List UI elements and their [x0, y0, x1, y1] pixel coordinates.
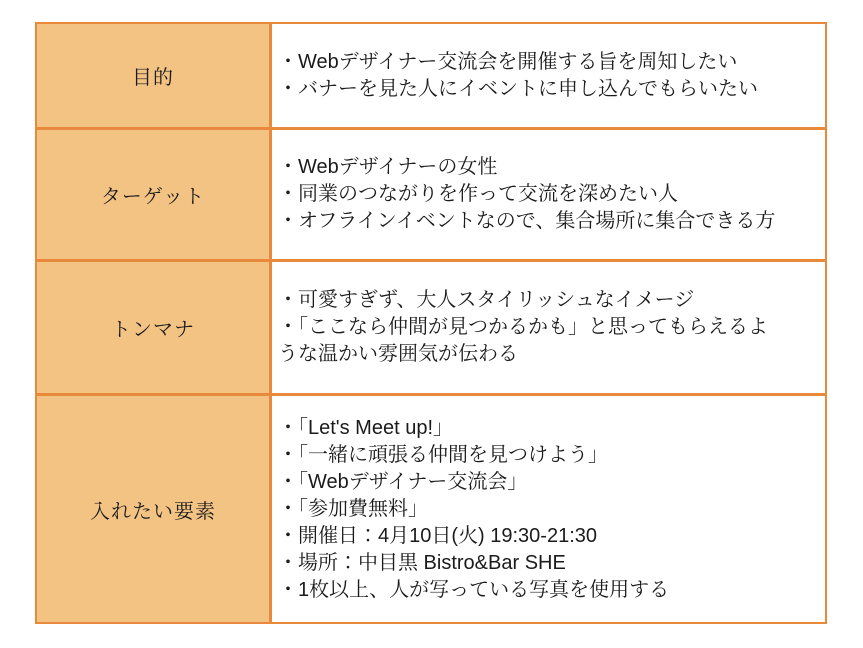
- bullet-item: ・「参加費無料」: [278, 497, 428, 520]
- bullet-item: ・「ここなら仲間が見つかるかも」と思ってもらえるような温かい雰囲気が伝わる: [278, 316, 768, 365]
- row-header-target: [37, 130, 272, 262]
- row-header-label: ターゲット: [100, 186, 206, 208]
- row-content-tone-manner: [272, 262, 825, 396]
- row-content-required-elements: [272, 396, 825, 622]
- design-brief-table: [35, 22, 827, 624]
- row-content-purpose: [272, 24, 825, 130]
- bullet-item: ・1枚以上、人が写っている写真を使用する: [278, 578, 670, 601]
- bullet-item: ・オフラインイベントなので、集合場所に集合できる方: [278, 210, 776, 232]
- row-header-tone-manner: [37, 262, 272, 396]
- bullet-item: ・バナーを見た人にイベントに申し込んでもらいたい: [278, 77, 758, 100]
- bullet-item: ・同業のつながりを作って交流を深めたい人: [278, 183, 678, 205]
- bullet-item: ・「Webデザイナー交流会」: [278, 470, 528, 493]
- bullet-item: ・可愛すぎず、大人スタイリッシュなイメージ: [278, 289, 695, 311]
- bullet-item: ・開催日：4月10日(火) 19:30-21:30: [278, 524, 598, 547]
- bullet-item: ・「一緒に頑張る仲間を見つけよう」: [278, 443, 608, 466]
- bullet-item: ・場所：中目黒 Bistro&Bar SHE: [278, 551, 566, 574]
- row-header-label: トンマナ: [111, 319, 195, 341]
- row-header-required-elements: [37, 396, 272, 622]
- bullet-item: ・Webデザイナー交流会を開催する旨を周知したい: [278, 50, 738, 73]
- row-header-purpose: [37, 24, 272, 130]
- row-header-label: 入れたい要素: [90, 500, 216, 523]
- bullet-item: ・「Let's Meet up!」: [278, 416, 453, 439]
- row-header-label: 目的: [132, 67, 174, 89]
- bullet-item: ・Webデザイナーの女性: [278, 156, 498, 178]
- row-content-target: [272, 130, 825, 262]
